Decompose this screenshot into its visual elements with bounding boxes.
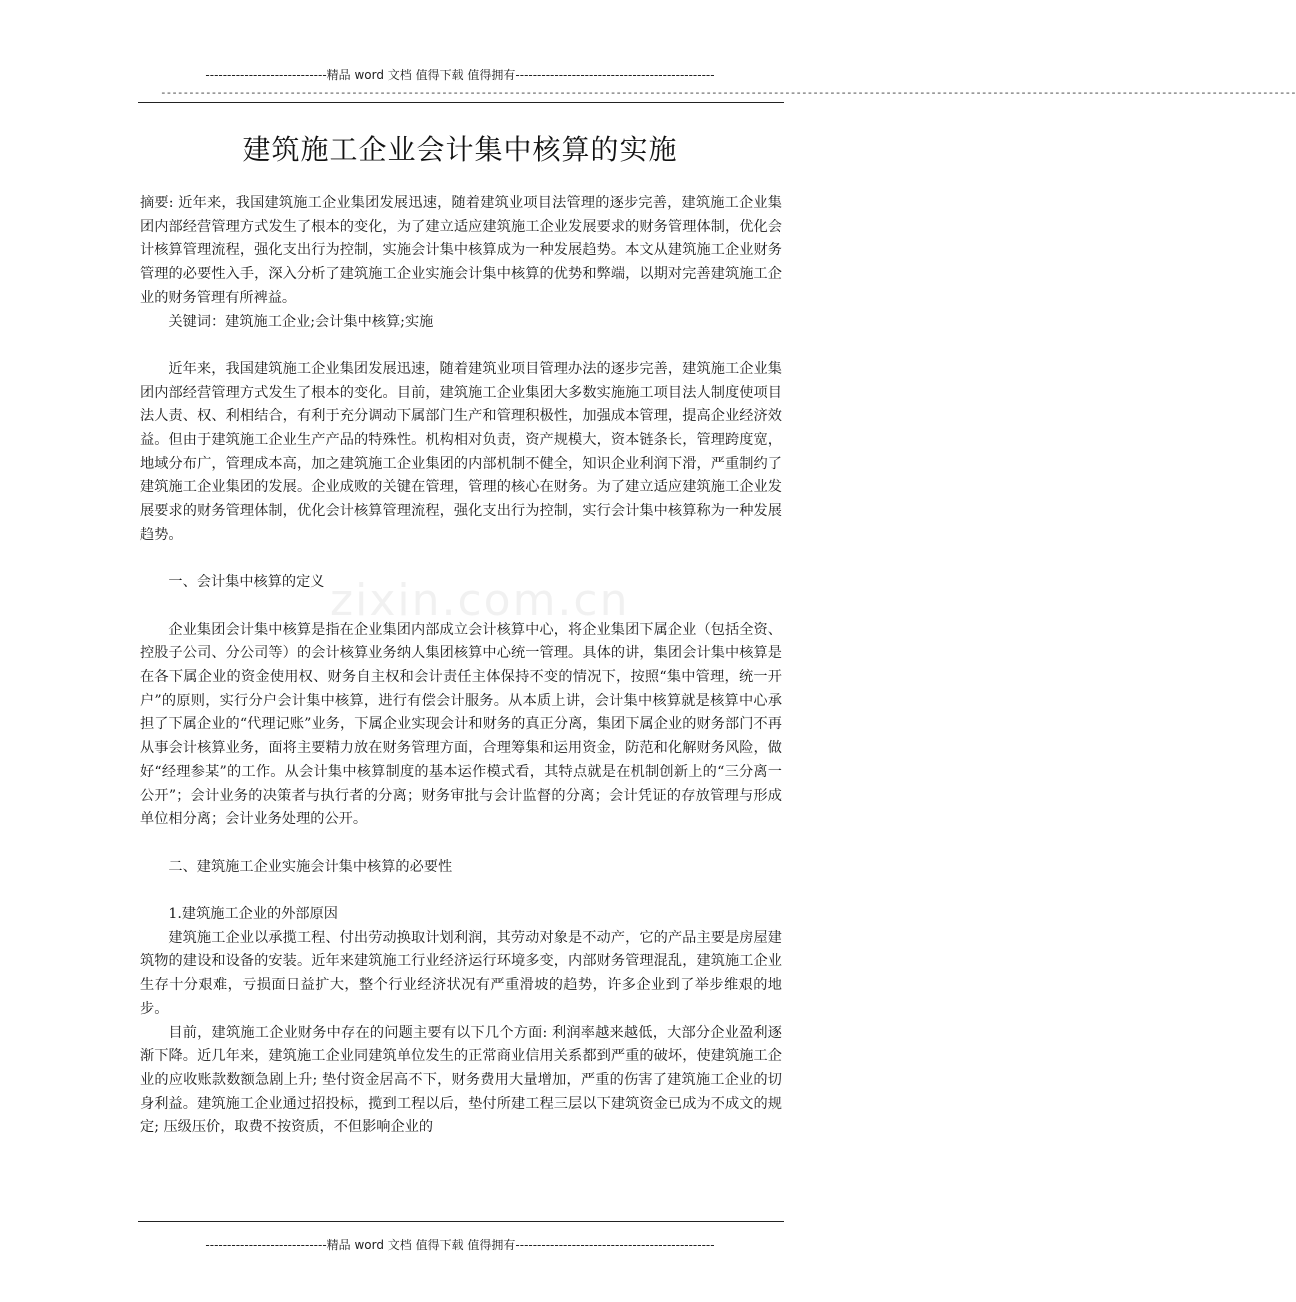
document-body <box>140 192 782 1140</box>
intro-paragraph: 近年来，我国建筑施工企业集团发展迅速，随着建筑业项目管理办法的逐步完善，建筑施工企业集团内部经营管理方式发生了根本的变化。目前，建筑施工企业集团大多数实施施工项目法人制度使项目法人责、权、利相结合，有利于充分调动下属部门生产和管理积极性，加强成本管理，提高企业经济效益。但由于建筑施工企业生产产品的特殊性。机构相对负责，资产规模大，资本链条长，管理跨度宽，地域分布广，管理成本高，加之建筑施工企业集团的内部机制不健全，知识企业利润下滑，严重制约了建筑施工企业集团的发展。企业成败的关键在管理，管理的核心在财务。为了建立适应建筑施工企业发展要求的财务管理体制，优化会计核算管理流程，强化支出行为控制，实行会计集中核算称为一种发展趋势。 <box>140 360 782 543</box>
abstract-paragraph: 摘要: 近年来，我国建筑施工企业集团发展迅速，随着建筑业项目法管理的逐步完善，建筑施工企业集团内部经营管理方式发生了根本的变化，为了建立适应建筑施工企业发展要求的财务管理体制，优化会计核算管理流程，强化支出行为控制，实施会计集中核算成为一种发展趋势。本文从建筑施工企业财务管理的必要性入手，深入分析了建筑施工企业实施会计集中核算的优势和弊端，以期对完善建筑施工企业的财务管理有所裨益。 <box>140 195 782 306</box>
section-heading-1: 一、会计集中核算的定义 <box>168 574 325 591</box>
section2-paragraph-2: 目前，建筑施工企业财务中存在的问题主要有以下几个方面: 利润率越来越低，大部分企业盈利逐渐下降。近几年来，建筑施工企业同建筑单位发生的正常商业信用关系都到严重的破坏，使建筑施工企业的应收账款数额急剧上升; 垫付资金居高不下，财务费用大量增加，严重的伤害了建筑施工企业的切身利益。建筑施工企业通过招投标，揽到工程以后，垫付所建工程三层以下建筑资金已成为不成文的规定; 压级压价，取费不按资质，不但影响企业的 <box>140 1024 782 1136</box>
spacer <box>140 595 782 619</box>
subsection-heading-1: 1.建筑施工企业的外部原因 <box>168 906 338 923</box>
spacer <box>140 879 782 903</box>
keywords-line: 关键词：建筑施工企业;会计集中核算;实施 <box>168 313 434 330</box>
spacer <box>140 334 782 358</box>
spacer <box>140 548 782 572</box>
section-heading-2: 二、建筑施工企业实施会计集中核算的必要性 <box>168 858 453 875</box>
section2-paragraph-1: 建筑施工企业以承揽工程、付出劳动换取计划利润，其劳动对象是不动产，它的产品主要是房屋建筑物的建设和设备的安装。近年来建筑施工行业经济运行环境多变，内部财务管理混乱，建筑施工企业生存十分艰难，亏损面日益扩大，整个行业经济状况有严重滑坡的趋势，许多企业到了举步维艰的地步。 <box>140 929 782 1017</box>
page-header-dashes: ---------------------------------------------------------------------------------------------------------------------------------------------------------------------------------------------------------- <box>160 86 1296 99</box>
watermark: zixin.com.cn <box>330 575 630 626</box>
spacer <box>140 832 782 856</box>
document-title: 建筑施工企业会计集中核算的实施 <box>242 133 678 166</box>
page-footer-banner: ----------------------------精品 word 文档 值得下载 值得拥有---------------------------------------------- <box>205 1238 715 1252</box>
section1-paragraph: 企业集团会计集中核算是指在企业集团内部成立会计核算中心，将企业集团下属企业（包括全资、控股子公司、分公司等）的会计核算业务纳人集团核算中心统一管理。具体的讲，集团会计集中核算是在各下属企业的资金使用权、财务自主权和会计责任主体保持不变的情况下，按照“集中管理，统一开户”的原则，实行分户会计集中核算，进行有偿会计服务。从本质上讲，会计集中核算就是核算中心承担了下属企业的“代理记账”业务，下属企业实现会计和财务的真正分离，集团下属企业的财务部门不再从事会计核算业务，面将主要精力放在财务管理方面，合理筹集和运用资金，防范和化解财务风险，做好“经理参某”的工作。从会计集中核算制度的基本运作模式看，其特点就是在机制创新上的“三分离一公开”；会计业务的决策者与执行者的分离；财务审批与会计监督的分离；会计凭证的存放管理与形成单位相分离；会计业务处理的公开。 <box>140 621 782 828</box>
page-header-banner: ----------------------------精品 word 文档 值得下载 值得拥有---------------------------------------------- <box>205 68 715 82</box>
header-rule <box>138 102 784 103</box>
footer-rule <box>138 1221 784 1222</box>
